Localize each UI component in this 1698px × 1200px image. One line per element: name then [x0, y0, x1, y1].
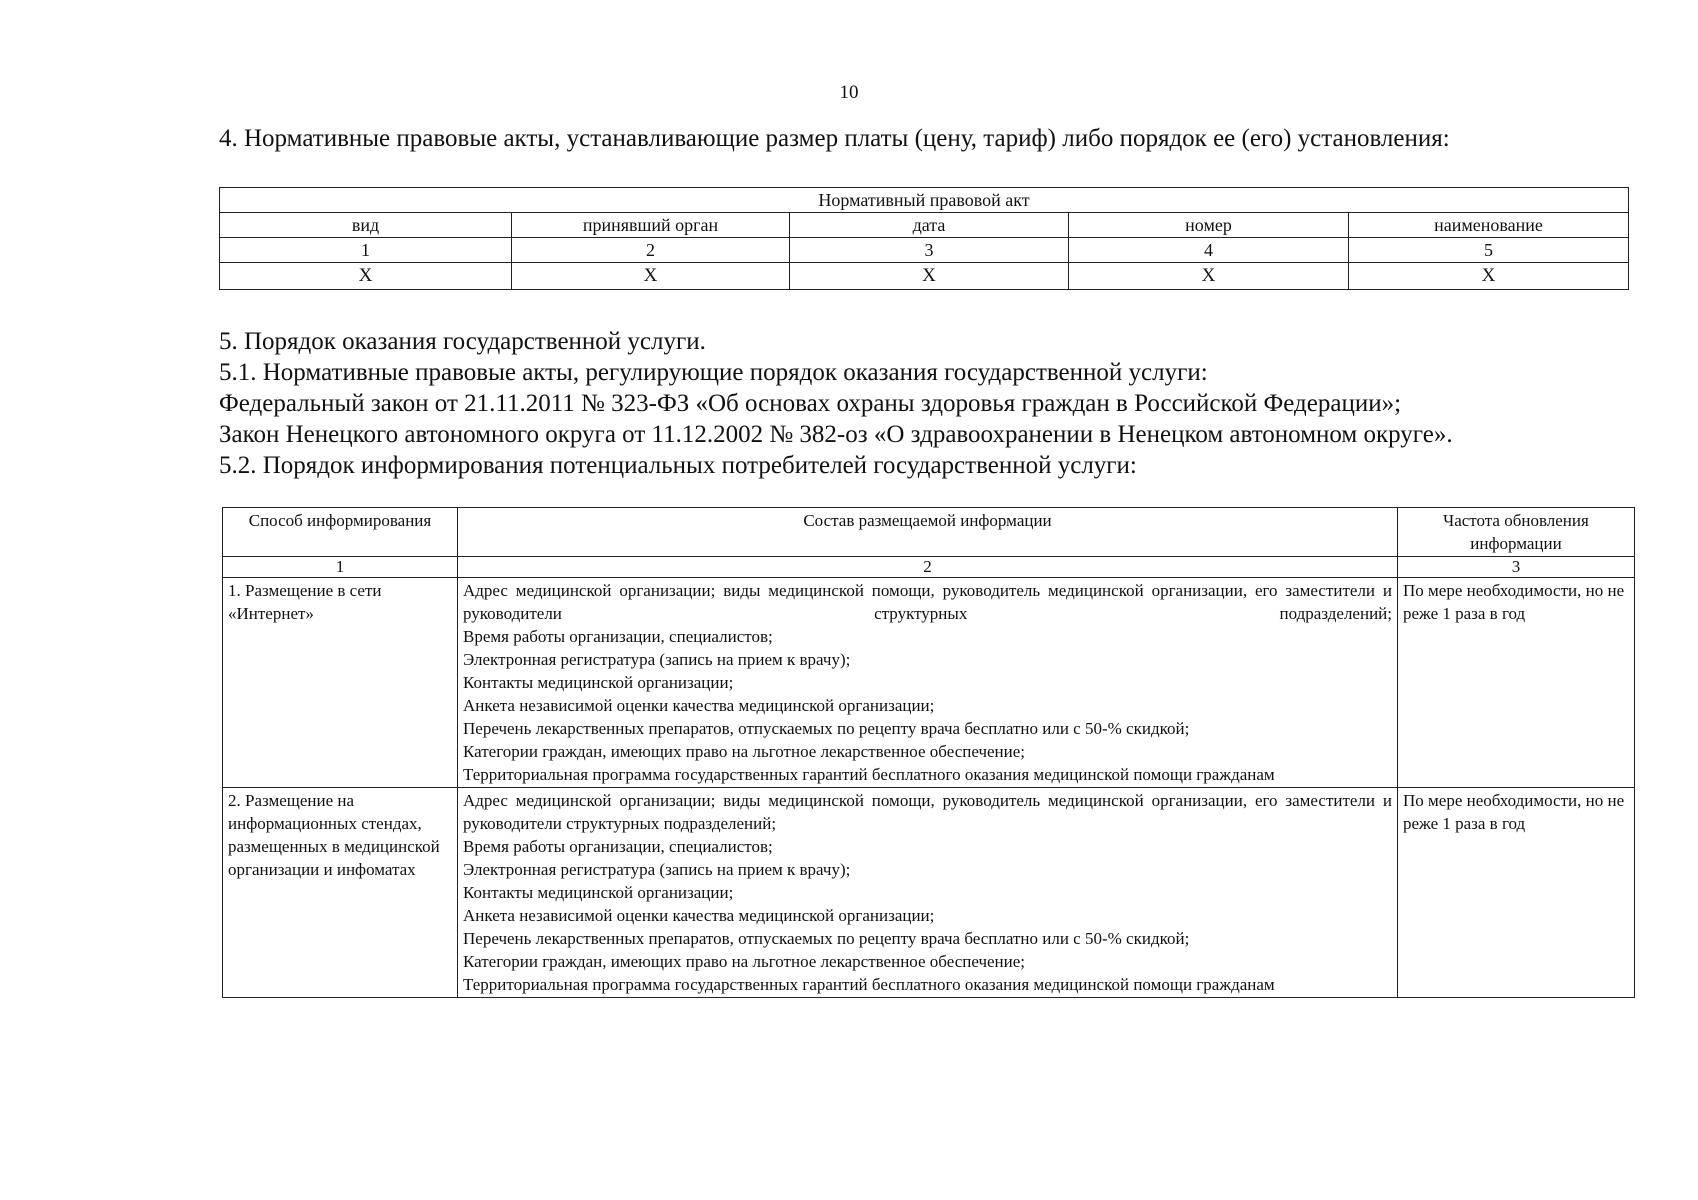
table-number-row	[220, 238, 1629, 263]
column-number: 3	[790, 238, 1069, 263]
table-row	[223, 788, 1635, 998]
table-cell: Х	[1349, 263, 1629, 290]
column-header: наименование	[1349, 213, 1629, 238]
column-header: Состав размещаемой информации	[458, 508, 1398, 557]
legal-acts-table	[219, 187, 1629, 290]
column-header: вид	[220, 213, 512, 238]
column-header: дата	[790, 213, 1069, 238]
content-line: Электронная регистратура (запись на прием к врачу);	[463, 650, 851, 669]
column-number: 2	[512, 238, 790, 263]
content-line: Территориальная программа государственных гарантий бесплатного оказания медицинской помощи гражданам	[463, 975, 1275, 994]
content-line: Анкета независимой оценки качества медицинской организации;	[463, 696, 935, 715]
table-row	[223, 578, 1635, 788]
column-number: 5	[1349, 238, 1629, 263]
table-header-row	[223, 508, 1635, 557]
content-line: Контакты медицинской организации;	[463, 673, 734, 692]
content-line: Время работы организации, специалистов;	[463, 837, 773, 856]
content-line: Категории граждан, имеющих право на льготное лекарственное обеспечение;	[463, 742, 1026, 761]
content-line: Время работы организации, специалистов;	[463, 627, 773, 646]
content-line: Перечень лекарственных препаратов, отпускаемых по рецепту врача бесплатно или с 50-% скидкой;	[463, 929, 1190, 948]
table-cell: Х	[1069, 263, 1349, 290]
table-header-row	[220, 188, 1629, 213]
section-5-text	[219, 326, 1453, 481]
table-cell: Х	[220, 263, 512, 290]
method-cell: 2. Размещение на информационных стендах, размещенных в медицинской организации и инфоматах	[223, 788, 458, 998]
table-cell: Х	[512, 263, 790, 290]
column-number: 3	[1398, 557, 1635, 578]
column-number: 4	[1069, 238, 1349, 263]
frequency-cell: По мере необходимости, но не реже 1 раза в год	[1398, 578, 1635, 788]
content-line: Категории граждан, имеющих право на льготное лекарственное обеспечение;	[463, 952, 1026, 971]
column-header: номер	[1069, 213, 1349, 238]
section-5-1-heading: 5.1. Нормативные правовые акты, регулирующие порядок оказания государственной услуги:	[219, 359, 1208, 386]
column-number: 2	[458, 557, 1398, 578]
table-cell: Х	[790, 263, 1069, 290]
content-cell	[458, 788, 1398, 998]
column-header: Способ информирования	[223, 508, 458, 557]
table-header-row	[220, 213, 1629, 238]
informing-table	[222, 507, 1635, 998]
table-row	[220, 263, 1629, 290]
column-number: 1	[223, 557, 458, 578]
frequency-cell: По мере необходимости, но не реже 1 раза в год	[1398, 788, 1635, 998]
content-line: Адрес медицинской организации; виды медицинской помощи, руководитель медицинской организации, его заместители и руководители структурных подразделений;	[463, 791, 1392, 833]
federal-law: Федеральный закон от 21.11.2011 № 323-ФЗ «Об основах охраны здоровья граждан в Российской Федерации»;	[219, 390, 1402, 417]
column-header: принявший орган	[512, 213, 790, 238]
section-4-heading: 4. Нормативные правовые акты, устанавливающие размер платы (цену, тариф) либо порядок ее (его) установления:	[219, 125, 1450, 152]
content-line: Территориальная программа государственных гарантий бесплатного оказания медицинской помощи гражданам	[463, 765, 1275, 784]
content-line: Перечень лекарственных препаратов, отпускаемых по рецепту врача бесплатно или с 50-% скидкой;	[463, 719, 1190, 738]
section-5-heading: 5. Порядок оказания государственной услуги.	[219, 328, 706, 355]
content-line: Адрес медицинской организации; виды медицинской помощи, руководитель медицинской организации, его заместители и руководители структурных подразделений;	[463, 581, 1392, 623]
method-cell: 1. Размещение в сети «Интернет»	[223, 578, 458, 788]
section-5-2-heading: 5.2. Порядок информирования потенциальных потребителей государственной услуги:	[219, 452, 1137, 479]
group-header-cell: Нормативный правовой акт	[220, 188, 1629, 213]
content-cell	[458, 578, 1398, 788]
page-number: 10	[839, 82, 859, 103]
content-line: Анкета независимой оценки качества медицинской организации;	[463, 906, 935, 925]
column-header: Частота обновления информации	[1398, 508, 1635, 557]
content-line: Электронная регистратура (запись на прием к врачу);	[463, 860, 851, 879]
content-line: Контакты медицинской организации;	[463, 883, 734, 902]
regional-law: Закон Ненецкого автономного округа от 11.12.2002 № 382-оз «О здравоохранении в Ненецком автономном округе».	[219, 421, 1453, 448]
table-number-row	[223, 557, 1635, 578]
column-number: 1	[220, 238, 512, 263]
